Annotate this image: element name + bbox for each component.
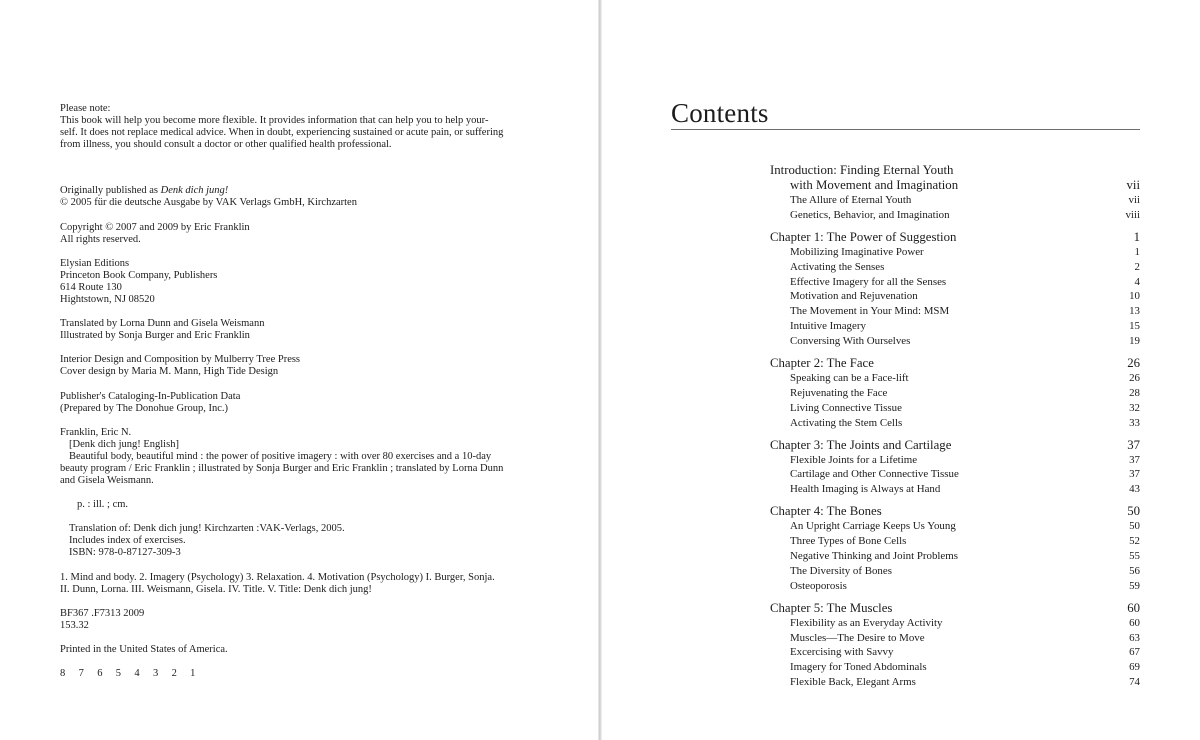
section-page-number: 4 <box>1134 275 1140 288</box>
subjects-line: 1. Mind and body. 2. Imagery (Psychology) 3. Relaxation. 4. Motivation (Psychology) I. Burger, Sonja. <box>60 571 495 583</box>
subjects-line: II. Dunn, Lorna. III. Weismann, Gisela. IV. Title. V. Title: Denk dich jung! <box>60 583 372 595</box>
section-page-number: vii <box>1128 194 1140 206</box>
note-line: This book will help you become more flexible. It provides information that can help you to help your- <box>60 115 489 127</box>
table-of-contents <box>770 163 1140 690</box>
toc-section[interactable] <box>770 289 1140 304</box>
toc-section[interactable] <box>770 631 1140 646</box>
section-title: Excercising with Savvy <box>790 646 894 659</box>
toc-section[interactable] <box>770 519 1140 534</box>
section-title: Rejuvenating the Face <box>790 386 888 399</box>
section-title: Speaking can be a Face-lift <box>790 372 909 385</box>
contents-title: Contents <box>671 98 769 128</box>
section-page-number: 15 <box>1129 320 1140 333</box>
cip-note: Translation of: Denk dich jung! Kirchzarten :VAK-Verlags, 2005. <box>69 523 345 535</box>
section-page-number: 37 <box>1129 453 1140 466</box>
toc-chapter-3[interactable] <box>770 438 1140 498</box>
section-page-number: 74 <box>1129 676 1140 689</box>
publisher-line: Princeton Book Company, Publishers <box>60 269 218 281</box>
toc-chapter-1[interactable] <box>770 230 1140 349</box>
print-number: 6 <box>97 668 103 679</box>
section-title: Effective Imagery for all the Senses <box>790 275 947 288</box>
publisher-line: 614 Route 130 <box>60 281 122 293</box>
section-title: Living Connective Tissue <box>790 401 902 414</box>
section-page-number: 69 <box>1129 661 1140 674</box>
section-title: Flexibility as an Everyday Activity <box>790 616 943 629</box>
toc-section[interactable] <box>770 534 1140 549</box>
print-number: 2 <box>171 668 177 679</box>
section-title: Cartilage and Other Connective Tissue <box>790 468 959 481</box>
chapter-title: Chapter 3: The Joints and Cartilage <box>770 437 952 452</box>
section-title: Genetics, Behavior, and Imagination <box>790 208 950 221</box>
design-line: Cover design by Maria M. Mann, High Tide Design <box>60 366 279 378</box>
chapter-title: Chapter 2: The Face <box>770 356 874 371</box>
chapter-title: Chapter 1: The Power of Suggestion <box>770 229 957 244</box>
section-page-number: 55 <box>1129 550 1140 563</box>
section-page-number: 59 <box>1129 579 1140 592</box>
section-page-number: 67 <box>1129 646 1140 659</box>
design-line: Interior Design and Composition by Mulberry Tree Press <box>60 354 301 366</box>
toc-section[interactable] <box>770 401 1140 416</box>
section-page-number: viii <box>1125 208 1140 221</box>
chapter-heading-continued[interactable] <box>770 178 1140 193</box>
chapter-heading[interactable] <box>770 356 1140 371</box>
chapter-heading[interactable] <box>770 163 1140 178</box>
contents-page <box>602 0 1200 740</box>
cip-line: Publisher's Cataloging-In-Publication Data <box>60 390 241 402</box>
toc-section[interactable] <box>770 564 1140 579</box>
section-page-number: 19 <box>1129 335 1140 348</box>
chapter-heading[interactable] <box>770 230 1140 245</box>
chapter-title: with Movement and Imagination <box>790 178 959 192</box>
chapter-page-number: 60 <box>1127 600 1140 615</box>
section-page-number: 56 <box>1129 564 1140 577</box>
cip-title-line: and Gisela Weismann. <box>60 475 154 487</box>
section-page-number: 52 <box>1129 535 1140 548</box>
publisher-line: Hightstown, NJ 08520 <box>60 294 155 306</box>
toc-chapter-4[interactable] <box>770 504 1140 593</box>
cip-title-line: Beautiful body, beautiful mind : the power of positive imagery : with over 80 exercises and a 10-day <box>69 450 492 462</box>
section-title: Activating the Stem Cells <box>790 416 903 429</box>
chapter-title: Introduction: Finding Eternal Youth <box>770 163 954 177</box>
chapter-heading[interactable] <box>770 438 1140 453</box>
classification-line: 153.32 <box>60 619 89 631</box>
toc-section[interactable] <box>770 334 1140 349</box>
toc-section[interactable] <box>770 616 1140 631</box>
section-title: Flexible Back, Elegant Arms <box>790 676 916 689</box>
print-number: 4 <box>134 668 140 679</box>
section-title: Motivation and Rejuvenation <box>790 290 918 303</box>
classification-line: BF367 .F7313 2009 <box>60 607 145 619</box>
chapter-page-number: 1 <box>1133 229 1140 244</box>
section-page-number: 63 <box>1129 631 1140 644</box>
section-page-number: 37 <box>1129 468 1140 481</box>
cip-title-line: beauty program / Eric Franklin ; illustrated by Sonja Burger and Eric Franklin ; translated by Lorna Dunn <box>60 462 504 474</box>
print-number: 8 <box>60 668 66 679</box>
title-rule <box>671 129 1140 130</box>
rights-line: All rights reserved. <box>60 233 141 245</box>
toc-section[interactable] <box>770 245 1140 260</box>
cip-uniform-title: [Denk dich jung! English] <box>69 438 179 450</box>
toc-section[interactable] <box>770 260 1140 275</box>
original-publication <box>60 185 540 197</box>
toc-section[interactable] <box>770 675 1140 690</box>
section-page-number: 1 <box>1134 245 1140 258</box>
section-title: Muscles—The Desire to Move <box>790 631 925 644</box>
section-page-number: 10 <box>1129 290 1140 303</box>
section-page-number: 13 <box>1129 305 1140 318</box>
section-title: Mobilizing Imaginative Power <box>790 245 924 258</box>
toc-section[interactable] <box>770 275 1140 290</box>
section-title: The Movement in Your Mind: MSM <box>790 305 950 318</box>
cip-physical: p. : ill. ; cm. <box>77 499 129 511</box>
toc-section[interactable] <box>770 482 1140 497</box>
toc-section[interactable] <box>770 193 1140 208</box>
toc-section[interactable] <box>770 453 1140 468</box>
original-prefix: Originally published as <box>60 185 161 197</box>
chapter-page-number: vii <box>1126 178 1140 192</box>
original-copyright: © 2005 für die deutsche Ausgabe by VAK Verlags GmbH, Kirchzarten <box>60 197 357 209</box>
section-title: The Diversity of Bones <box>790 564 892 577</box>
cip-note: Includes index of exercises. <box>69 535 186 547</box>
toc-section[interactable] <box>770 645 1140 660</box>
chapter-heading[interactable] <box>770 504 1140 519</box>
note-line: self. It does not replace medical advice. When in doubt, experiencing sustained or acute pain, or suffering <box>60 127 504 139</box>
print-number: 5 <box>115 668 122 679</box>
cip-isbn: ISBN: 978-0-87127-309-3 <box>69 547 181 559</box>
note-heading: Please note: <box>60 103 111 114</box>
toc-section[interactable] <box>770 660 1140 675</box>
toc-section[interactable] <box>770 467 1140 482</box>
section-title: Conversing With Ourselves <box>790 335 911 348</box>
print-number: 1 <box>190 668 196 679</box>
section-title: The Allure of Eternal Youth <box>790 194 912 206</box>
copyright-page <box>0 0 598 740</box>
toc-introduction[interactable] <box>770 163 1140 223</box>
section-title: Imagery for Toned Abdominals <box>790 661 927 674</box>
section-title: Health Imaging is Always at Hand <box>790 483 941 496</box>
toc-section[interactable] <box>770 319 1140 334</box>
credits-line: Illustrated by Sonja Burger and Eric Franklin <box>60 330 250 342</box>
print-number: 3 <box>152 668 159 679</box>
toc-chapter-2[interactable] <box>770 356 1140 431</box>
section-page-number: 33 <box>1129 416 1140 429</box>
cip-author: Franklin, Eric N. <box>60 426 132 438</box>
toc-chapter-5[interactable] <box>770 601 1140 690</box>
chapter-page-number: 50 <box>1127 504 1140 519</box>
toc-section[interactable] <box>770 386 1140 401</box>
note-line: from illness, you should consult a doctor or other qualified health professional. <box>60 139 392 151</box>
toc-section[interactable] <box>770 416 1140 431</box>
credits-line: Translated by Lorna Dunn and Gisela Weismann <box>60 318 265 330</box>
section-title: Flexible Joints for a Lifetime <box>790 453 918 466</box>
section-page-number: 26 <box>1129 372 1140 385</box>
section-page-number: 2 <box>1134 260 1140 273</box>
toc-section[interactable] <box>770 549 1140 564</box>
section-page-number: 43 <box>1129 483 1140 496</box>
toc-section[interactable] <box>770 579 1140 594</box>
publisher-line: Elysian Editions <box>60 257 130 269</box>
section-title: Osteoporosis <box>790 579 847 592</box>
section-page-number: 60 <box>1129 616 1140 629</box>
cip-line: (Prepared by The Donohue Group, Inc.) <box>60 402 229 414</box>
printed-line: Printed in the United States of America. <box>60 643 228 655</box>
chapter-page-number: 37 <box>1127 437 1140 452</box>
section-title: An Upright Carriage Keeps Us Young <box>790 520 956 533</box>
original-title: Denk dich jung! <box>160 185 229 197</box>
section-page-number: 28 <box>1129 386 1140 399</box>
section-title: Intuitive Imagery <box>790 320 866 333</box>
toc-section[interactable] <box>770 304 1140 319</box>
section-page-number: 32 <box>1129 401 1140 414</box>
chapter-heading[interactable] <box>770 601 1140 616</box>
chapter-page-number: 26 <box>1127 356 1140 371</box>
chapter-title: Chapter 4: The Bones <box>770 504 882 519</box>
chapter-title: Chapter 5: The Muscles <box>770 600 893 615</box>
print-number-line <box>60 668 540 680</box>
toc-section[interactable] <box>770 208 1140 223</box>
section-title: Activating the Senses <box>790 260 885 273</box>
section-title: Negative Thinking and Joint Problems <box>790 550 958 563</box>
section-page-number: 50 <box>1129 520 1140 533</box>
section-title: Three Types of Bone Cells <box>790 535 907 548</box>
copyright-line: Copyright © 2007 and 2009 by Eric Franklin <box>60 221 250 233</box>
toc-section[interactable] <box>770 371 1140 386</box>
print-number: 7 <box>78 668 84 679</box>
copyright-text-block <box>60 103 540 680</box>
